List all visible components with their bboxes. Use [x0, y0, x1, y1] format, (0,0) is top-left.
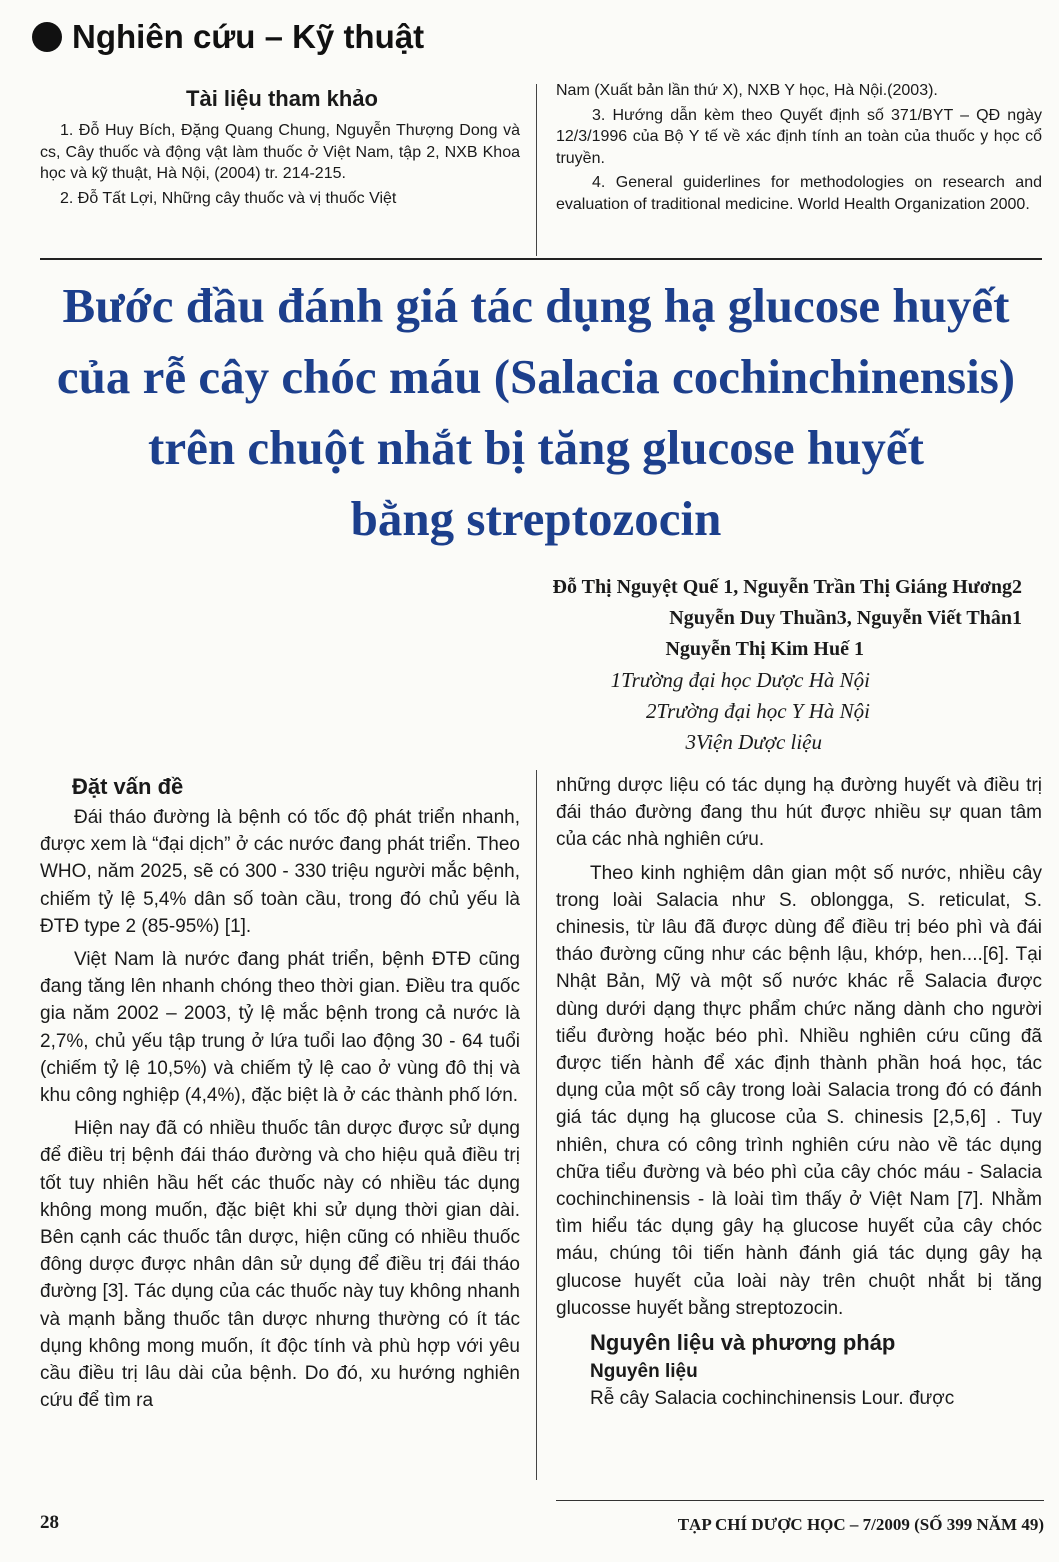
affiliation-line: 1Trường đại học Dược Hà Nội [610, 668, 870, 692]
author-line: Nguyễn Duy Thuần3, Nguyễn Viết Thân1 [669, 607, 1022, 629]
reference-4: 4. General guiderlines for methodologies on research and evaluation of traditional medicine. World Health Organization 2000. [556, 174, 1042, 213]
reference-2-continued: Nam (Xuất bản lần thứ X), NXB Y học, Hà Nội.(2003). [556, 82, 938, 99]
materials-subheading: Nguyên liệu [590, 1361, 698, 1383]
title-line: Bước đầu đánh giá tác dụng hạ glucose huyết [62, 278, 1010, 333]
intro-heading: Đặt vấn đề [72, 774, 184, 799]
authors [300, 572, 1022, 665]
reference-3: 3. Hướng dẫn kèm theo Quyết định số 371/BYT – QĐ ngày 12/3/1996 của Bộ Y tế về xác định tính an toàn của thuốc y học cổ truyền. [556, 106, 1042, 167]
article-title [30, 270, 1042, 554]
section-header [32, 14, 632, 60]
reference-1: 1. Đỗ Huy Bích, Đặng Quang Chung, Nguyễn Thượng Dong và cs, Cây thuốc và động vật làm thuốc ở Việt Nam, tập 2, NXB Khoa học và kỹ thuật, Hà Nội, (2004) tr. 214-215. [40, 122, 520, 182]
title-line: bằng streptozocin [350, 491, 722, 546]
footer-divider [556, 1500, 1044, 1501]
paragraph: Rễ cây Salacia cochinchinensis Lour. được [590, 1388, 955, 1410]
title-line: của rễ cây chóc máu (Salacia cochinchinensis) [56, 349, 1016, 404]
paragraph: Theo kinh nghiệm dân gian một số nước, nhiều cây trong loài Salacia như S. oblongga, S. reticulat, S. chinesis, từ lâu đã được dùng để điều trị béo phì và đái tháo đường cũng như các bệnh lậu, khớp, hen....[6]. Tại Nhật Bản, Mỹ và một số nước khác rễ Salacia được dùng dưới dạng thực phẩm chức năng dành cho người tiểu đường hoặc béo phì. Nhiều nghiên cứu cũng đã được tiến hành để xác định thành phần hoá học, tác dụng của một số cây trong loài Salacia trong đó có đánh giá tác dụng hạ glucose của S. chinesis [2,5,6] . Tuy nhiên, chưa có công trình nghiên cứu nào về tác dụng chữa tiểu đường và béo phì của cây chóc máu - Salacia cochinchinensis - là loài tìm thấy ở Việt Nam [7]. Nhằm tìm hiểu tác dụng gây hạ glucose huyết của cây chóc máu, chúng tôi tiến hành đánh giá tác dụng gây hạ glucose huyết của loài này trên chuột nhắt bị tăng glucosse huyết bằng streptozocin. [556, 862, 1042, 1319]
section-divider [40, 258, 1042, 260]
title-line: trên chuột nhắt bị tăng glucose huyết [148, 420, 924, 475]
references-left [40, 120, 520, 212]
reference-2: 2. Đỗ Tất Lợi, Những cây thuốc và vị thuốc Việt [60, 189, 397, 207]
journal-footer: TẠP CHÍ DƯỢC HỌC – 7/2009 (SỐ 399 NĂM 49) [677, 1515, 1044, 1534]
section-label: Nghiên cứu – Kỹ thuật [72, 18, 425, 55]
affiliation-line: 2Trường đại học Y Hà Nội [646, 699, 870, 723]
paragraph: Việt Nam là nước đang phát triển, bệnh ĐTĐ cũng đang tăng lên nhanh chóng theo thời gian. Điều tra quốc gia năm 2002 – 2003, tỷ lệ mắc bệnh trong cả nước là 2,7%, chủ yếu tập trung ở lứa tuổi lao động 30 - 64 tuổi (chiếm tỷ lệ 10,5%) và chiếm tỷ lệ cao ở vùng đô thị và khu công nghiệp (4,4%), đặc biệt là ở các thành phố lớn. [40, 949, 520, 1107]
references-right [556, 80, 1042, 218]
column-divider [536, 770, 537, 1480]
body-right-column [556, 772, 1042, 1418]
paragraph: Đái tháo đường là bệnh có tốc độ phát triển nhanh, được xem là “đại dịch” ở các nước đang phát triển. Theo WHO, năm 2025, sẽ có 300 - 330 triệu người mắc bệnh, chiếm tỷ lệ 5,4% dân số toàn cầu, trong đó chủ yếu là ĐTĐ type 2 (85-95%) [1]. [40, 807, 520, 937]
paragraph-continued: những dược liệu có tác dụng hạ đường huyết và điều trị đái tháo đường đang thu hút được nhiều sự quan tâm của các nhà nghiên cứu. [556, 775, 1042, 851]
page-number: 28 [40, 1512, 59, 1533]
affiliations [300, 665, 870, 758]
paragraph: Hiện nay đã có nhiều thuốc tân dược được sử dụng để điều trị bệnh đái tháo đường và cho hiệu quả điều trị tốt tuy nhiên hầu hết các thuốc này có nhiều tác dụng không mong muốn, đặc biệt khi sử dụng thời gian dài. Bên cạnh các thuốc tân dược, hiện cũng có nhiều thuốc đông dược được nhân dân sử dụng để điều trị đái tháo đường [3]. Tác dụng của các thuốc này tuy không nhanh và mạnh bằng thuốc tân dược nhưng thường có ít tác dụng không mong muốn, ít độc tính và phù hợp với yêu cầu điều trị lâu dài của bệnh. Do đó, xu hướng nghiên cứu để tìm ra [40, 1118, 520, 1412]
author-line: Đỗ Thị Nguyệt Quế 1, Nguyễn Trần Thị Giáng Hương2 [552, 576, 1022, 598]
body-left-column [40, 772, 520, 1420]
author-line: Nguyễn Thị Kim Huế 1 [665, 638, 864, 660]
references-title: Tài liệu tham khảo [186, 86, 378, 111]
affiliation-line: 3Viện Dược liệu [685, 730, 822, 754]
column-divider [536, 84, 537, 256]
bullet-icon [32, 22, 62, 52]
methods-heading: Nguyên liệu và phương pháp [590, 1330, 896, 1356]
